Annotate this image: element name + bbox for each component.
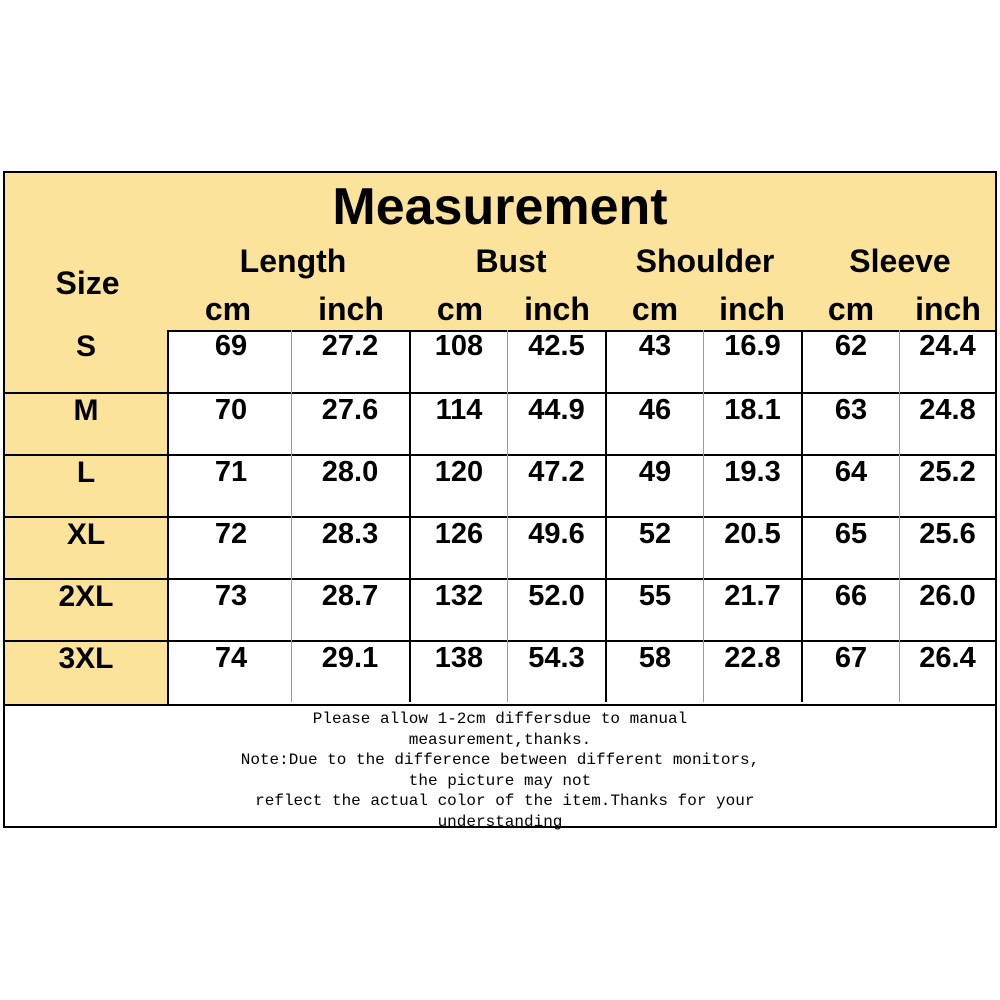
size-cell: XL [5,518,169,580]
unit-header-bust-cm: cm [436,291,484,327]
note-line: Please allow 1-2cm differsdue to manual [312,710,688,728]
cell-bust-cm: 126 [434,518,484,550]
column-divider [409,330,411,702]
size-cell: M [5,394,169,456]
cell-sleeve-cm: 64 [834,456,868,488]
cell-sleeve-cm: 65 [834,518,868,550]
unit-header-sleeve-cm: cm [827,291,875,327]
size-cell: S [5,330,169,392]
cell-bust-inch: 47.2 [528,456,585,488]
unit-header-sleeve-inch: inch [915,291,981,327]
cell-shoulder-inch: 18.1 [724,394,781,426]
cell-bust-cm: 132 [434,580,484,612]
cell-length-cm: 70 [214,394,248,426]
group-header-shoulder: Shoulder [635,243,775,279]
cell-length-cm: 74 [214,642,248,674]
cell-bust-cm: 138 [434,642,484,674]
size-cell: L [5,456,169,518]
measurement-note [5,704,995,831]
cell-shoulder-cm: 46 [638,394,672,426]
cell-sleeve-inch: 26.0 [919,580,976,612]
cell-bust-inch: 42.5 [528,330,585,362]
table-row [5,392,995,456]
cell-length-cm: 69 [214,330,248,362]
size-cell: 3XL [5,642,169,704]
cell-shoulder-inch: 20.5 [724,518,781,550]
size-column-header: Size [55,265,120,301]
cell-sleeve-inch: 24.8 [919,394,976,426]
column-divider [507,330,508,702]
cell-length-inch: 29.1 [321,642,379,674]
cell-sleeve-cm: 67 [834,642,868,674]
size-cell: 2XL [5,580,169,642]
unit-header-shoulder-cm: cm [631,291,679,327]
size-table-body [5,330,995,702]
cell-sleeve-inch: 25.6 [919,518,976,550]
cell-bust-inch: 49.6 [528,518,585,550]
note-line: reflect the actual color of the item.Thanks for your [245,792,755,811]
cell-shoulder-cm: 58 [638,642,672,674]
cell-bust-inch: 52.0 [528,580,585,612]
cell-sleeve-cm: 63 [834,394,868,426]
column-divider [605,330,607,702]
unit-header-shoulder-inch: inch [719,291,785,327]
cell-shoulder-cm: 49 [638,456,672,488]
cell-sleeve-cm: 66 [834,580,868,612]
cell-sleeve-inch: 24.4 [919,330,976,362]
column-divider [703,330,704,702]
unit-header-length-cm: cm [204,291,252,327]
cell-shoulder-inch: 19.3 [724,456,781,488]
unit-header-bust-inch: inch [524,291,590,327]
group-header-bust: Bust [475,243,547,279]
cell-length-inch: 27.2 [321,330,379,362]
table-row [5,516,995,580]
cell-bust-cm: 114 [435,394,483,426]
cell-shoulder-cm: 55 [638,580,672,612]
note-line: Note:Due to the difference between different monitors, [240,751,760,770]
cell-shoulder-inch: 21.7 [724,580,781,612]
cell-length-cm: 72 [214,518,248,550]
cell-length-cm: 71 [214,456,248,488]
table-row [5,640,995,704]
cell-bust-inch: 54.3 [528,642,585,674]
cell-length-cm: 73 [214,580,248,612]
cell-bust-cm: 120 [434,456,484,488]
column-divider [801,330,803,702]
cell-bust-cm: 108 [434,330,484,362]
chart-title: Measurement [332,178,668,236]
cell-shoulder-cm: 52 [638,518,672,550]
cell-shoulder-inch: 22.8 [724,642,781,674]
note-line: understanding [437,812,563,831]
note-line: the picture may not [408,771,592,790]
table-row [5,330,995,392]
group-header-length: Length [239,243,347,279]
note-line: measurement,thanks. [408,730,592,749]
unit-header-length-inch: inch [318,291,384,327]
cell-sleeve-cm: 62 [834,330,868,362]
cell-sleeve-inch: 25.2 [919,456,976,488]
column-divider [899,330,900,702]
cell-length-inch: 27.6 [321,394,379,426]
cell-length-inch: 28.0 [321,456,379,488]
cell-shoulder-inch: 16.9 [724,330,781,362]
chart-header [5,173,995,332]
column-divider [291,330,292,702]
cell-shoulder-cm: 43 [638,330,672,362]
cell-sleeve-inch: 26.4 [919,642,976,674]
cell-bust-inch: 44.9 [528,394,585,426]
size-chart [3,171,997,831]
table-row [5,454,995,518]
cell-length-inch: 28.3 [321,518,379,550]
group-header-sleeve: Sleeve [849,243,951,279]
cell-length-inch: 28.7 [321,580,379,612]
table-row [5,578,995,642]
